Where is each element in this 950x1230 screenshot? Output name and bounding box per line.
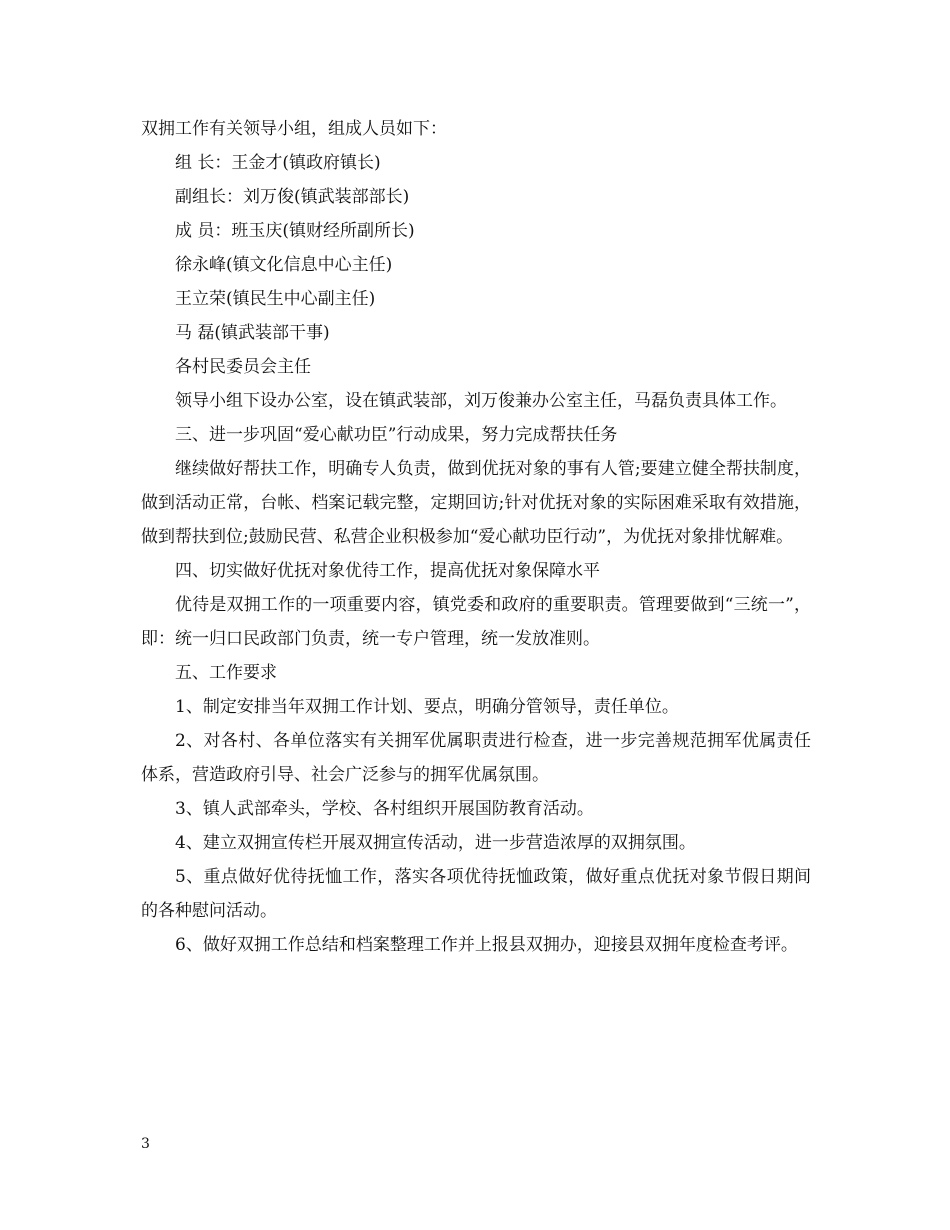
paragraph-member-xu: 徐永峰(镇文化信息中心主任) [175, 255, 393, 275]
page-number: 3 [141, 1136, 150, 1152]
requirement-item-6: 6、做好双拥工作总结和档案整理工作并上报县双拥办，迎接县双拥年度检查考评。 [175, 935, 798, 955]
requirement-item-5: 5、重点做好优待抚恤工作，落实各项优待抚恤政策，做好重点优抚对象节假日期间的各种慰问活动。 [141, 867, 811, 921]
requirement-item-4: 4、建立双拥宣传栏开展双拥宣传活动，进一步营造浓厚的双拥氛围。 [175, 833, 696, 853]
requirement-item-2: 2、对各村、各单位落实有关拥军优属职责进行检查，进一步完善规范拥军优属责任体系，营造政府引导、社会广泛参与的拥军优属氛围。 [141, 731, 811, 785]
paragraph-deputy-leader: 副组长：刘万俊(镇武装部部长) [175, 187, 410, 207]
paragraph-member-wang: 王立荣(镇民生中心副主任) [175, 289, 376, 309]
section-heading-3: 三、进一步巩固“爱心献功臣”行动成果，努力完成帮扶任务 [175, 425, 618, 445]
paragraph-intro: 双拥工作有关领导小组，组成人员如下： [141, 119, 447, 139]
paragraph-member-ma: 马 磊(镇武装部干事) [175, 323, 330, 343]
paragraph-leader: 组 长：王金才(镇政府镇长) [175, 153, 381, 173]
requirement-item-3: 3、镇人武部牵头，学校、各村组织开展国防教育活动。 [175, 799, 594, 819]
requirement-item-1: 1、制定安排当年双拥工作计划、要点，明确分管领导，责任单位。 [175, 697, 679, 717]
paragraph-preferential: 优待是双拥工作的一项重要内容，镇党委和政府的重要职责。管理要做到“三统一”，即：统一归口民政部门负责，统一专户管理，统一发放准则。 [141, 595, 811, 649]
paragraph-office: 领导小组下设办公室，设在镇武装部，刘万俊兼办公室主任，马磊负责具体工作。 [175, 391, 787, 411]
paragraph-village-directors: 各村民委员会主任 [175, 357, 311, 377]
paragraph-assistance: 继续做好帮扶工作，明确专人负责，做到优抚对象的事有人管;要建立健全帮扶制度，做到活动正常，台帐、档案记载完整，定期回访;针对优抚对象的实际困难采取有效措施，做到帮扶到位;鼓励民营、私营企业积极参加“爱心献功臣行动”，为优抚对象排忧解难。 [141, 459, 811, 547]
document-body [141, 112, 811, 962]
paragraph-member-ban: 成 员：班玉庆(镇财经所副所长) [175, 221, 415, 241]
section-heading-5: 五、工作要求 [175, 663, 277, 683]
section-heading-4: 四、切实做好优抚对象优待工作，提高优抚对象保障水平 [175, 561, 600, 581]
